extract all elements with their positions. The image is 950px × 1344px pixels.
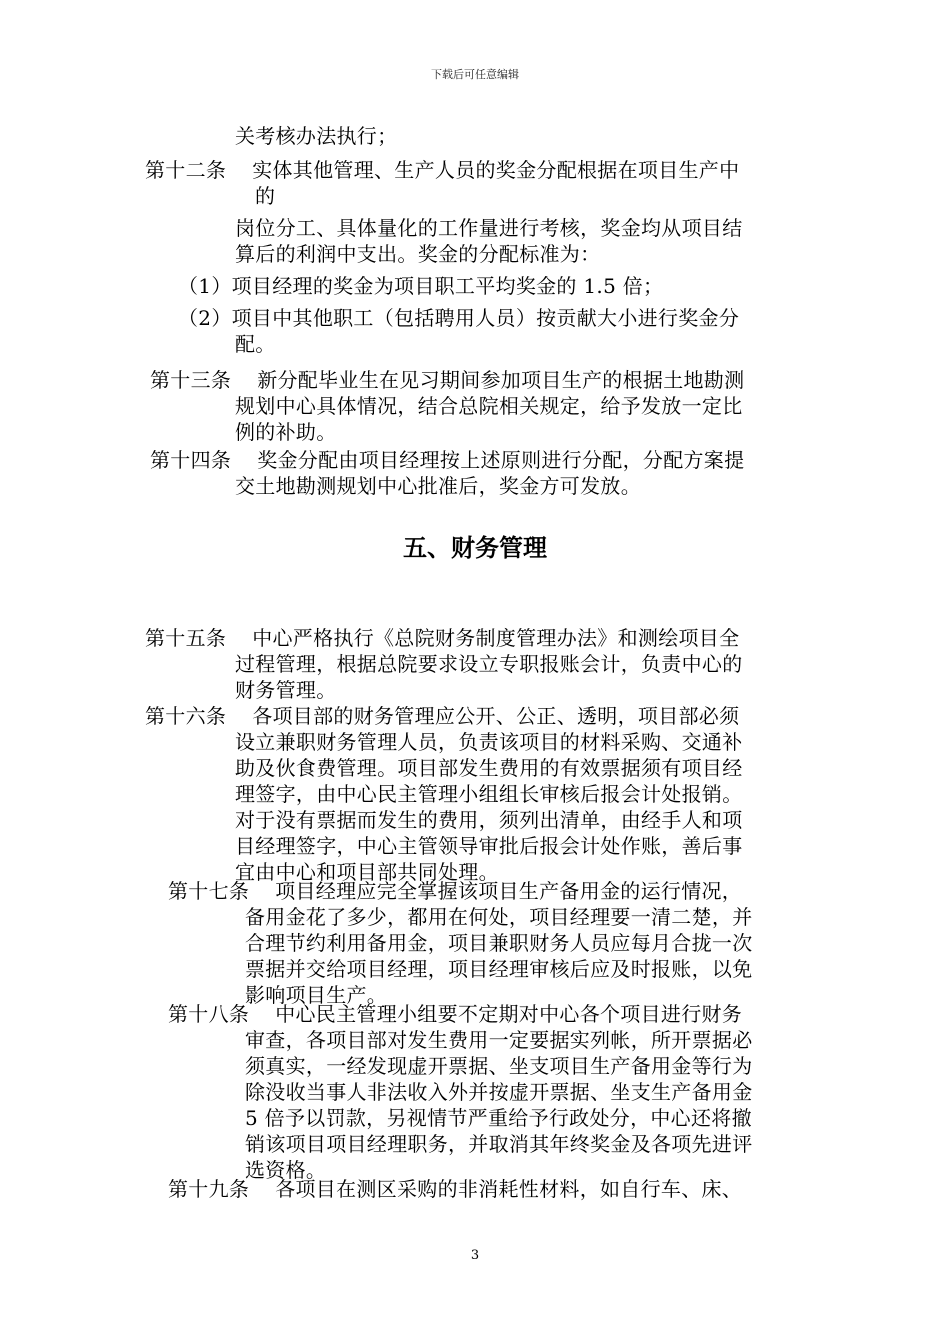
- article-13-line-1: [150, 367, 744, 393]
- text-line: 票据并交给项目经理，项目经理审核后应及时报账，以免: [245, 957, 753, 981]
- text-line: 实体其他管理、生产人员的奖金分配根据在项目生产中: [252, 158, 740, 182]
- article-number: 第十三条: [150, 368, 232, 392]
- text-line: 中心严格执行《总院财务制度管理办法》和测绘项目全: [252, 626, 740, 650]
- text-line: 理签字，由中心民主管理小组组长审核后报会计处报销。: [235, 782, 743, 806]
- article-15-line-1: [145, 625, 739, 651]
- text-line: 关考核办法执行；: [235, 124, 398, 148]
- text-line: 5 倍予以罚款，另视情节严重给予行政处分，中心还将撤: [245, 1106, 752, 1130]
- article-19-line-1: [168, 1176, 742, 1202]
- text-line: 配。: [235, 332, 276, 356]
- text-line: 助及伙食费管理。项目部发生费用的有效票据须有项目经: [235, 756, 743, 780]
- text-line: 目经理签字，中心主管领导审批后报会计处作账，善后事: [235, 834, 743, 858]
- text-line: 中心民主管理小组要不定期对中心各个项目进行财务: [275, 1002, 743, 1026]
- text-line: 备用金花了多少，都用在何处，项目经理要一清二楚，并: [245, 905, 753, 929]
- text-line: 须真实，一经发现虚开票据、坐支项目生产备用金等行为: [245, 1054, 753, 1078]
- text-line: 设立兼职财务管理人员，负责该项目的材料采购、交通补: [235, 730, 743, 754]
- article-14-line-1: [150, 447, 744, 473]
- text-line: 规划中心具体情况，结合总院相关规定，给予发放一定比: [235, 394, 743, 418]
- text-line: 财务管理。: [235, 678, 337, 702]
- article-18-line-1: [168, 1001, 742, 1027]
- text-line: 各项目部的财务管理应公开、公正、透明，项目部必须: [252, 704, 740, 728]
- section-title: 五、财务管理: [403, 534, 547, 562]
- list-item: （2）项目中其他职工（包括聘用人员）按贡献大小进行奖金分: [178, 306, 740, 330]
- article-17-line-1: [168, 878, 742, 904]
- text-line: 过程管理，根据总院要求设立专职报账会计，负责中心的: [235, 652, 743, 676]
- text-line: 算后的利润中支出。奖金的分配标准为：: [235, 242, 601, 266]
- text-line: 销该项目项目经理职务，并取消其年终奖金及各项先进评: [245, 1132, 753, 1156]
- text-line: 新分配毕业生在见习期间参加项目生产的根据土地勘测: [257, 368, 745, 392]
- page-header: 下载后可任意编辑: [431, 68, 519, 81]
- article-number: 第十八条: [168, 1002, 250, 1026]
- text-line: 除没收当事人非法收入外并按虚开票据、坐支生产备用金: [245, 1080, 753, 1104]
- text-line: 岗位分工、具体量化的工作量进行考核，奖金均从项目结: [235, 216, 743, 240]
- article-12-line-1: [145, 157, 739, 183]
- text-line: 影响项目生产。: [245, 983, 388, 1007]
- text-line: 例的补助。: [235, 420, 337, 444]
- page-number: 3: [470, 1248, 480, 1263]
- text-line: 各项目在测区采购的非消耗性材料，如自行车、床、: [275, 1177, 743, 1201]
- article-number: 第十五条: [145, 626, 227, 650]
- text-line: 选资格。: [245, 1158, 327, 1182]
- text-line: 对于没有票据而发生的费用，须列出清单，由经手人和项: [235, 808, 743, 832]
- text-line: 合理节约利用备用金，项目兼职财务人员应每月合拢一次: [245, 931, 753, 955]
- text-line: 交土地勘测规划中心批准后，奖金方可发放。: [235, 474, 641, 498]
- list-item: （1）项目经理的奖金为项目职工平均奖金的 1.5 倍；: [178, 274, 664, 298]
- article-16-line-1: [145, 703, 739, 729]
- text-line: 审查，各项目部对发生费用一定要据实列帐，所开票据必: [245, 1028, 753, 1052]
- text-line: 的: [255, 184, 276, 208]
- article-number: 第十七条: [168, 879, 250, 903]
- text-line: 奖金分配由项目经理按上述原则进行分配，分配方案提: [257, 448, 745, 472]
- article-number: 第十六条: [145, 704, 227, 728]
- article-number: 第十四条: [150, 448, 232, 472]
- article-number: 第十二条: [145, 158, 227, 182]
- text-line: 宜由中心和项目部共同处理。: [235, 860, 499, 884]
- article-number: 第十九条: [168, 1177, 250, 1201]
- text-line: 项目经理应完全掌握该项目生产备用金的运行情况，: [275, 879, 743, 903]
